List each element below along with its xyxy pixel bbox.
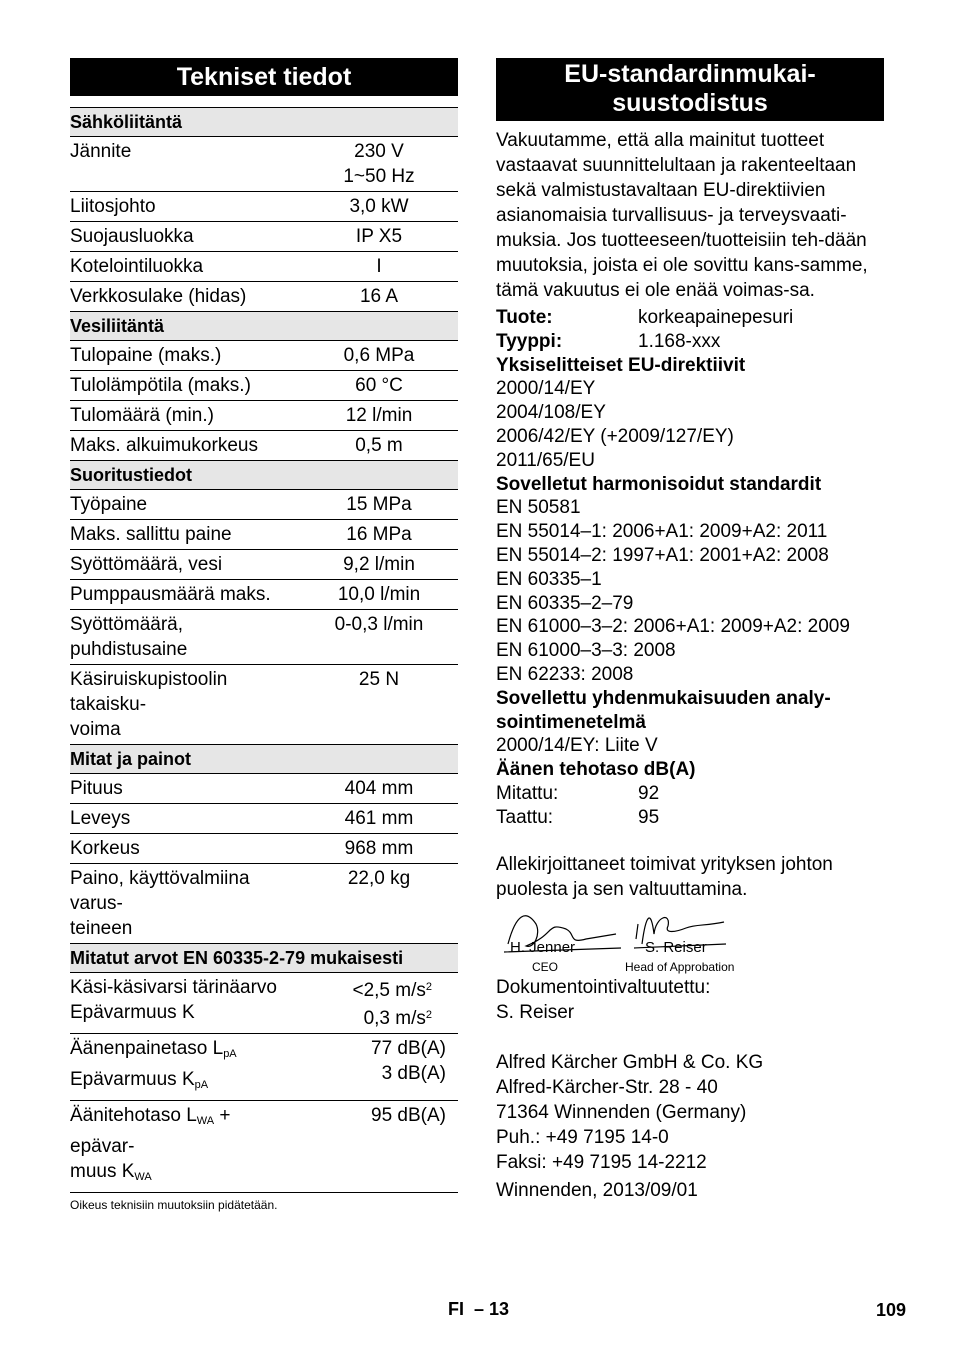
signatures bbox=[496, 904, 884, 996]
signer2-role: Head of Approbation bbox=[625, 959, 735, 974]
row-value: 230 V 1~50 Hz bbox=[300, 137, 458, 192]
group-heading-row bbox=[70, 312, 458, 341]
doc-auth-label: Dokumentointivaltuutettu: bbox=[496, 976, 711, 998]
table-row bbox=[70, 371, 458, 401]
row-label: Jännite bbox=[70, 137, 300, 192]
table-row bbox=[70, 774, 458, 804]
address-line: Faksi: +49 7195 14-2212 bbox=[496, 1151, 707, 1173]
table-row bbox=[70, 520, 458, 550]
row-label: Käsi-käsivarsi tärinäarvo Epävarmuus K bbox=[70, 973, 300, 1034]
address-line: Alfred-Kärcher-Str. 28 - 40 bbox=[496, 1076, 718, 1098]
row-label: Maks. sallittu paine bbox=[70, 520, 300, 550]
measured-values-heading: Mitatut arvot EN 60335-2-79 mukaisesti bbox=[70, 944, 458, 973]
guaranteed-value: 95 bbox=[638, 806, 660, 828]
table-row bbox=[70, 252, 458, 282]
standard-item: EN 55014–1: 2006+A1: 2009+A2: 2011 bbox=[496, 521, 828, 543]
group-heading-row bbox=[70, 108, 458, 137]
standard-item: EN 61000–3–2: 2006+A1: 2009+A2: 2009 bbox=[496, 616, 850, 638]
group-heading: Suoritustiedot bbox=[70, 461, 458, 490]
standards-list bbox=[496, 496, 884, 686]
group-heading: Vesiliitäntä bbox=[70, 312, 458, 341]
table-row bbox=[70, 550, 458, 580]
footnote: Oikeus teknisiin muutoksiin pidätetään. bbox=[70, 1198, 278, 1212]
row-value: <2,5 $m/s^2$ 0,3 $m/s^2$ bbox=[300, 973, 458, 1034]
row-value: I bbox=[300, 252, 458, 282]
standard-item: EN 50581 bbox=[496, 497, 581, 519]
table-row bbox=[70, 1034, 458, 1101]
group-heading: Sähköliitäntä bbox=[70, 108, 458, 137]
row-value: 60 °C bbox=[300, 371, 458, 401]
table-row bbox=[70, 401, 458, 431]
row-value: 3,0 kW bbox=[300, 192, 458, 222]
row-label: Liitosjohto bbox=[70, 192, 300, 222]
row-value: 12 l/min bbox=[300, 401, 458, 431]
signer1-name: H. Jenner bbox=[510, 938, 576, 956]
row-value: 404 mm bbox=[300, 774, 458, 804]
row-label: Äänenpainetaso $L_{pA}$ Epävarmuus $K_{pA}$ bbox=[70, 1034, 300, 1101]
directive-item: 2004/108/EY bbox=[496, 402, 606, 424]
signer2-name: S. Reiser bbox=[645, 938, 707, 956]
row-label: Käsiruiskupistoolin takaisku- voima bbox=[70, 665, 300, 745]
table-row bbox=[70, 431, 458, 461]
standard-item: EN 60335–2–79 bbox=[496, 592, 634, 614]
signer1-role: CEO bbox=[532, 959, 559, 974]
page-number: 109 bbox=[876, 1300, 907, 1320]
eu-declaration-column bbox=[496, 58, 884, 1203]
row-value: 77 dB(A) 3 dB(A) bbox=[300, 1034, 458, 1101]
table-row bbox=[70, 222, 458, 252]
row-label: Korkeus bbox=[70, 834, 300, 864]
company-address bbox=[496, 1050, 884, 1175]
table-row bbox=[70, 341, 458, 371]
eu-declaration-title: EU-standardinmukai- suustodistus bbox=[496, 58, 884, 121]
standard-item: EN 55014–2: 1997+A1: 2001+A2: 2008 bbox=[496, 544, 829, 566]
product-value: korkeapainepesuri bbox=[638, 307, 794, 328]
row-value: 0-0,3 l/min bbox=[300, 610, 458, 665]
row-value: 22,0 kg bbox=[300, 864, 458, 944]
table-row bbox=[70, 490, 458, 520]
row-label: Leveys bbox=[70, 804, 300, 834]
row-label: Työpaine bbox=[70, 490, 300, 520]
row-value: 16 MPa bbox=[300, 520, 458, 550]
method-heading: Sovellettu yhdenmukaisuuden analy- sointimenetelmä bbox=[496, 687, 831, 733]
row-label: Maks. alkuimukorkeus bbox=[70, 431, 300, 461]
sound-heading: Äänen tehotaso dB(A) bbox=[496, 759, 696, 781]
table-row bbox=[70, 137, 458, 192]
intro-paragraph: Vakuutamme, että alla mainitut tuotteet vastaavat suunnittelultaan ja rakenteeltaan sekä valmistustavaltaan EU-direktiivien asianomaisia turvallisuus- ja terveysvaati-muksia. Jos tuotteeseen/tuotteisiin teh-dään muutoksia, joista ei ole sovittu kans-samme, tämä vakuutus ei ole enää voimas-sa. bbox=[496, 130, 868, 301]
address-line: Alfred Kärcher GmbH & Co. KG bbox=[496, 1051, 764, 1073]
row-label: Syöttömäärä, puhdistusaine bbox=[70, 610, 300, 665]
directive-item: 2011/65/EU bbox=[496, 449, 595, 471]
address-line: Puh.: +49 7195 14-0 bbox=[496, 1126, 669, 1148]
row-label: Tulolämpötila (maks.) bbox=[70, 371, 300, 401]
row-value: 95 dB(A) bbox=[300, 1101, 458, 1193]
page-footer-lang: FI – 13 bbox=[448, 1299, 510, 1319]
technical-data-table bbox=[70, 107, 458, 1193]
row-label: Verkkosulake (hidas) bbox=[70, 282, 300, 312]
type-label: Tyyppi: bbox=[496, 330, 563, 352]
row-label: Syöttömäärä, vesi bbox=[70, 550, 300, 580]
table-row bbox=[70, 192, 458, 222]
row-value: IP X5 bbox=[300, 222, 458, 252]
directive-item: 2000/14/EY bbox=[496, 378, 596, 400]
guaranteed-label: Taattu: bbox=[496, 806, 554, 828]
directives-list bbox=[496, 377, 884, 472]
table-row bbox=[70, 665, 458, 745]
technical-data-column bbox=[70, 58, 458, 1212]
row-value: 9,2 l/min bbox=[300, 550, 458, 580]
row-value: 25 N bbox=[300, 665, 458, 745]
measured-value: 92 bbox=[638, 782, 660, 804]
group-heading-row bbox=[70, 745, 458, 774]
standards-heading: Sovelletut harmonisoidut standardit bbox=[496, 473, 822, 495]
row-label: Pituus bbox=[70, 774, 300, 804]
group-heading-row bbox=[70, 461, 458, 490]
row-value: 461 mm bbox=[300, 804, 458, 834]
address-line: 71364 Winnenden (Germany) bbox=[496, 1101, 747, 1123]
standard-item: EN 62233: 2008 bbox=[496, 663, 634, 685]
place-date: Winnenden, 2013/09/01 bbox=[496, 1179, 698, 1201]
type-value: 1.168-xxx bbox=[638, 330, 721, 352]
product-label: Tuote: bbox=[496, 307, 553, 328]
method-value: 2000/14/EY: Liite V bbox=[496, 735, 658, 757]
directives-heading: Yksiselitteiset EU-direktiivit bbox=[496, 354, 746, 376]
row-label: Kotelointiluokka bbox=[70, 252, 300, 282]
directive-item: 2006/42/EY (+2009/127/EY) bbox=[496, 425, 734, 447]
row-value: 0,5 m bbox=[300, 431, 458, 461]
row-label: Suojausluokka bbox=[70, 222, 300, 252]
table-row bbox=[70, 973, 458, 1034]
row-label: Äänitehotaso $L_{WA}$ + epävar- muus $K_{WA}$ bbox=[70, 1101, 300, 1193]
measured-label: Mitattu: bbox=[496, 782, 559, 804]
standard-item: EN 61000–3–3: 2008 bbox=[496, 640, 676, 662]
technical-data-title: Tekniset tiedot bbox=[70, 58, 458, 96]
row-label: Tulopaine (maks.) bbox=[70, 341, 300, 371]
signatories-text: Allekirjoittaneet toimivat yrityksen johton puolesta ja sen valtuuttamina. bbox=[496, 853, 833, 900]
row-value: 0,6 MPa bbox=[300, 341, 458, 371]
table-row bbox=[70, 864, 458, 944]
table-row bbox=[70, 282, 458, 312]
row-value: 16 A bbox=[300, 282, 458, 312]
table-row bbox=[70, 834, 458, 864]
table-row bbox=[70, 1101, 458, 1193]
row-value: 10,0 l/min bbox=[300, 580, 458, 610]
row-value: 968 mm bbox=[300, 834, 458, 864]
group-heading: Mitat ja painot bbox=[70, 745, 458, 774]
table-row bbox=[70, 580, 458, 610]
row-value: 15 MPa bbox=[300, 490, 458, 520]
table-row bbox=[70, 804, 458, 834]
doc-auth-name: S. Reiser bbox=[496, 1001, 575, 1023]
standard-item: EN 60335–1 bbox=[496, 568, 602, 590]
row-label: Paino, käyttövalmiina varus- teineen bbox=[70, 864, 300, 944]
table-row bbox=[70, 610, 458, 665]
row-label: Tulomäärä (min.) bbox=[70, 401, 300, 431]
row-label: Pumppausmäärä maks. bbox=[70, 580, 300, 610]
